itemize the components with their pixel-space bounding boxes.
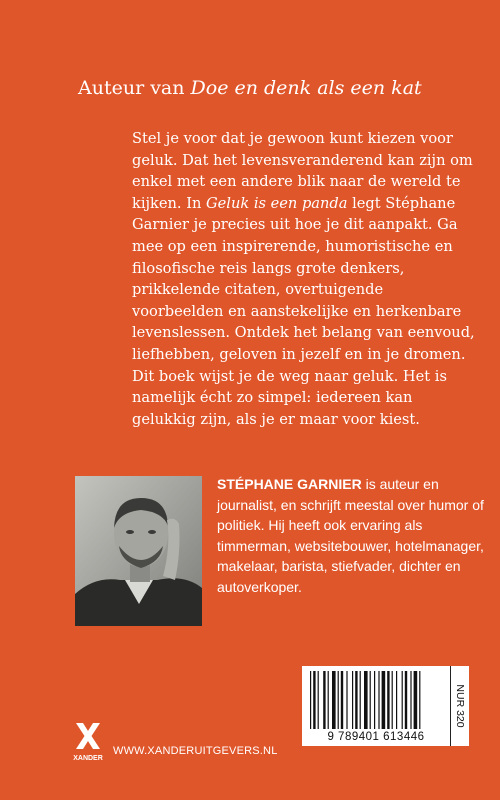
xander-logo-icon [73,720,103,762]
logo-wordmark: XANDER [73,755,103,762]
nur-code-box [450,666,469,746]
back-cover-blurb [132,128,477,430]
blurb-part-1: Stel je voor dat je gewoon kunt kiezen voor geluk. Dat het levensveranderend kan zijn om enkel met een andere blik naar de wereld te kijken. In [132,130,473,212]
blurb-part-2: legt Stéphane Garnier je precies uit hoe je dit aanpakt. Ga mee op een inspirerende, humoristische en filosofische reis langs grote denkers, prikkelende citaten, overtuigende voorbeelden en aanstekelijke en herkenbare levenslessen. Ontdek het belang van eenvoud, liefhebben, geloven in jezelf en in je dromen. Dit boek wijst je de weg naar geluk. Het is namelijk écht zo simpel: iedereen kan gelukkig zijn, als je er maar voor kiest. [132,194,475,428]
author-bio [217,474,487,598]
author-portrait-image [75,476,202,626]
nur-code: NUR 320 [454,684,466,728]
previous-book-title: Doe en denk als een kat [190,77,422,99]
author-bio-text: is auteur en journalist, en schrijft meestal over humor of politiek. Hij heeft ook ervaring als timmerman, websitebouwer, hotelmanager, makelaar, barista, stiefvader, dichter en autoverkoper. [217,476,484,595]
author-headline [78,76,478,100]
book-title: Geluk is een panda [206,194,348,212]
headline-prefix: Auteur van [78,77,185,99]
isbn-barcode [302,666,450,746]
author-name: STÉPHANE GARNIER [217,476,362,492]
isbn-digits: 9 789401 613446 [327,731,425,743]
publisher-website[interactable]: WWW.XANDERUITGEVERS.NL [113,745,278,757]
barcode-bars [302,671,450,735]
author-photo [75,476,202,626]
